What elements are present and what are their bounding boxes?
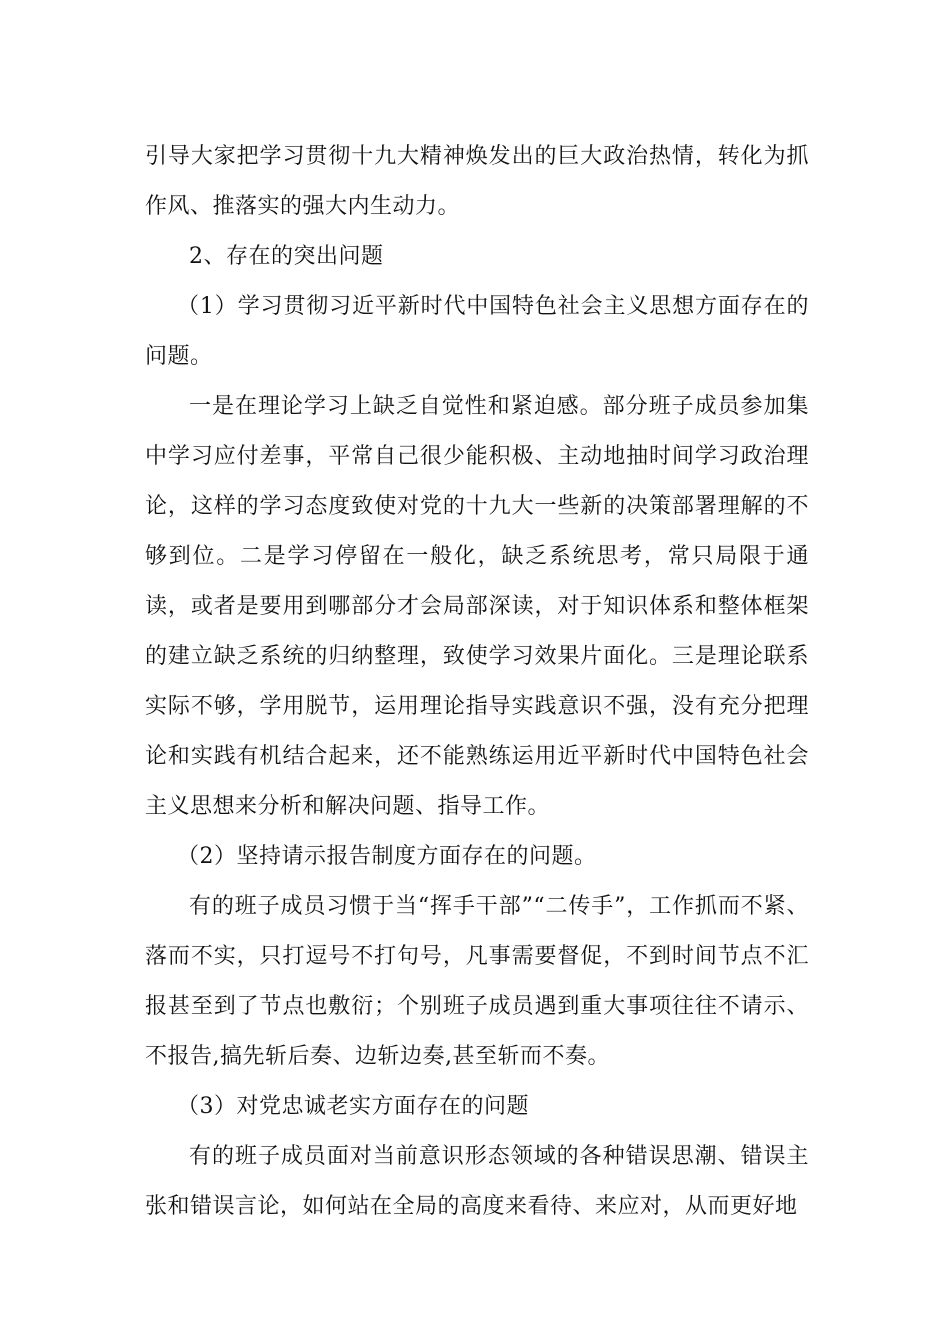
section-heading-problems: 2、存在的突出问题 [189,244,384,269]
subheading-1: （1）学习贯彻习近平新时代中国特色社会主义思想方面存在的问题。 [145,294,809,369]
paragraph-continuation: 引导大家把学习贯彻十九大精神焕发出的巨大政治热情，转化为抓作风、推落实的强大内生动力。 [145,144,809,219]
document-body [145,132,809,1232]
paragraph-3: 有的班子成员面对当前意识形态领域的各种错误思潮、错误主张和错误言论，如何站在全局的高度来看待、来应对，从而更好地 [145,1144,809,1219]
subheading-2: （2）坚持请示报告制度方面存在的问题。 [177,844,597,869]
paragraph-2: 有的班子成员习惯于当“挥手干部”“二传手”，工作抓而不紧、落而不实，只打逗号不打句号，凡事需要督促，不到时间节点不汇报甚至到了节点也敷衍；个别班子成员遇到重大事项往往不请示、不报告,搞先斩后奏、边斩边奏,甚至斩而不奏。 [145,894,809,1069]
paragraph-1: 一是在理论学习上缺乏自觉性和紧迫感。部分班子成员参加集中学习应付差事，平常自己很少能积极、主动地抽时间学习政治理论，这样的学习态度致使对党的十九大一些新的决策部署理解的不够到位。二是学习停留在一般化，缺乏系统思考，常只局限于通读，或者是要用到哪部分才会局部深读，对于知识体系和整体框架的建立缺乏系统的归纳整理，致使学习效果片面化。三是理论联系实际不够，学用脱节，运用理论指导实践意识不强，没有充分把理论和实践有机结合起来，还不能熟练运用近平新时代中国特色社会主义思想来分析和解决问题、指导工作。 [145,394,809,819]
subheading-3: （3）对党忠诚老实方面存在的问题 [177,1094,529,1119]
